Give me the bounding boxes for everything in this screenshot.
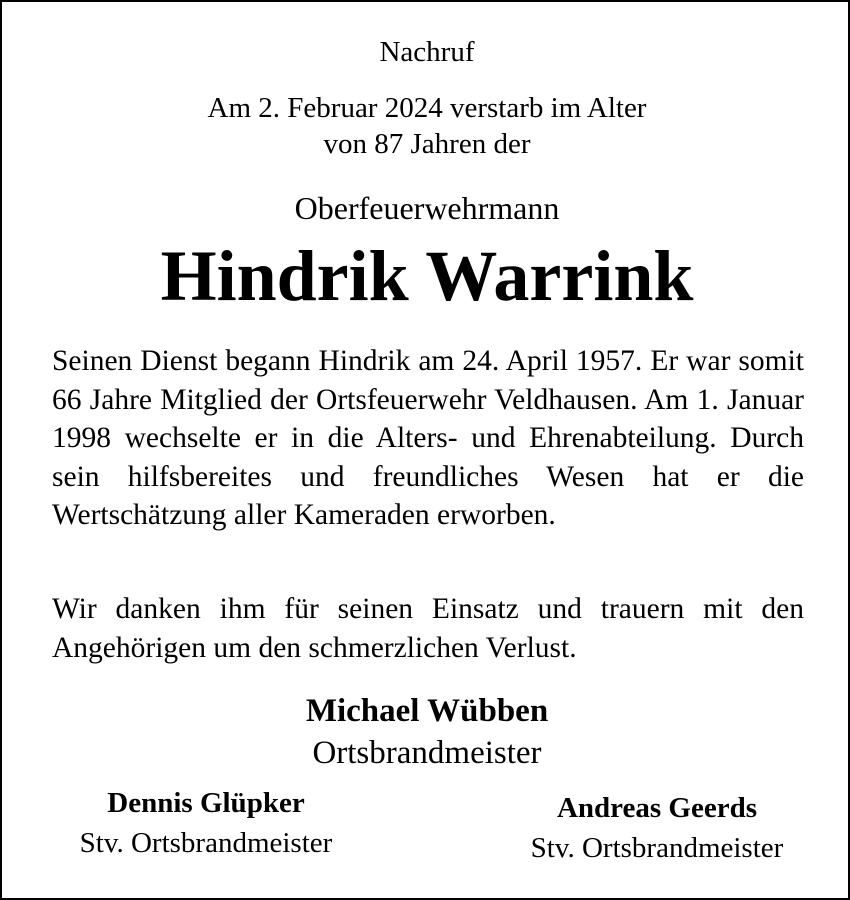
chief-name: Michael Wübben [305, 693, 549, 729]
deputy-title: Stv. Ortsbrandmeister [530, 832, 784, 864]
chief-title: Ortsbrandmeister [312, 735, 542, 771]
notice-heading: Nachruf [379, 36, 475, 68]
condolence-paragraph: Wir danken ihm für seinen Einsatz und trauern mit den Angehörigen um den schmerzlichen Verlust. [52, 593, 804, 664]
deputy-signatory [502, 788, 812, 868]
intro-line-2: von 87 Jahren der [323, 128, 531, 160]
deputy-name: Dennis Glüpker [107, 787, 305, 819]
deputy-name: Andreas Geerds [556, 792, 758, 824]
intro-line-1: Am 2. Februar 2024 verstarb im Alter [207, 92, 647, 124]
deputy-signatory [50, 783, 362, 863]
service-paragraph: Seinen Dienst begann Hindrik am 24. April 1957. Er war somit 66 Jahre Mitglied der Ortsfeuerwehr Veldhausen. Am 1. Januar 1998 wechselte er in die Alters- und Ehrenabteilung. Durch sein hilfsbereites und freundliches Wesen hat er die Wertschätzung aller Kameraden erworben. [52, 345, 804, 531]
intro-text [2, 90, 850, 162]
deceased-name: Hindrik Warrink [160, 236, 694, 316]
deceased-rank: Oberfeuerwehrmann [294, 190, 560, 226]
deputy-title: Stv. Ortsbrandmeister [79, 827, 333, 859]
